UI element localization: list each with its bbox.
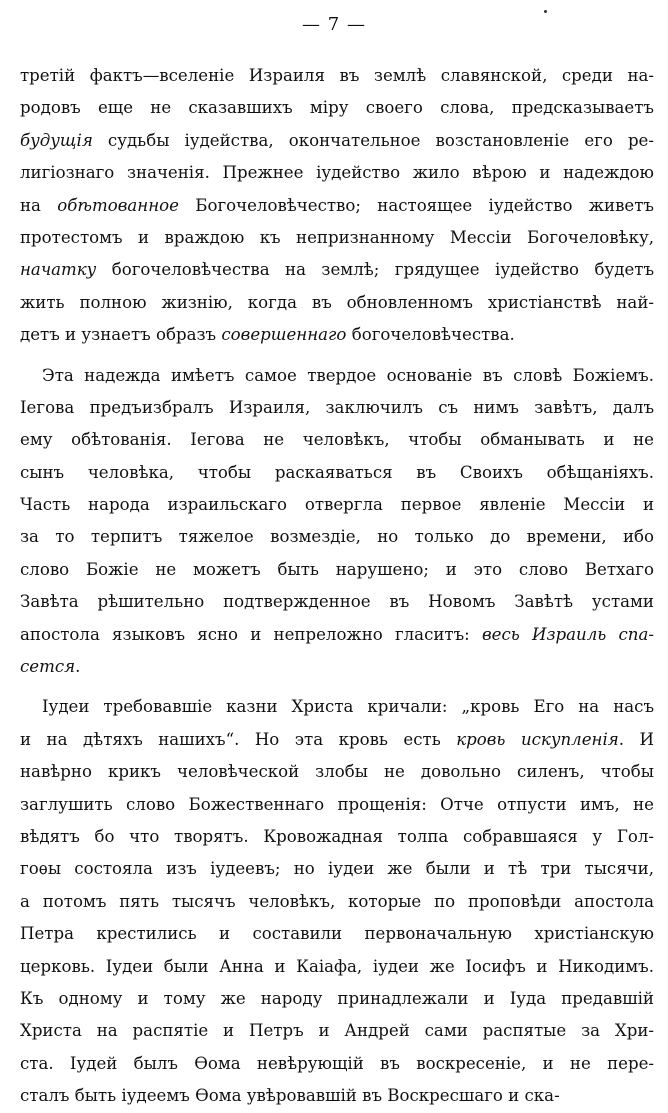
text-line [20, 489, 654, 521]
text-line [20, 424, 654, 456]
text-line [20, 457, 654, 489]
text-run: третій фактъ—вселеніе Израиля въ землѣ славянской, среди на- [20, 66, 654, 85]
text-line [20, 125, 654, 157]
text-line [20, 951, 654, 983]
text-run: и на дѣтяхъ нашихъ“. Но эта кровь есть [20, 729, 457, 749]
text-line [20, 691, 654, 723]
text-line [20, 521, 654, 553]
text-line [20, 586, 654, 618]
text-line [20, 853, 654, 885]
text-run: Христа на распятіе и Петръ и Андрей сами распятые за Хри- [20, 1021, 654, 1041]
text-run: ста. Іудей былъ Ѳома невѣрующій въ воскресеніе, и не пере- [20, 1053, 654, 1073]
text-run: Эта надежда имѣетъ самое твердое основаніе въ словѣ Божіемъ. [42, 365, 654, 385]
italic-text: совершеннаго [221, 325, 347, 345]
text-run: слово Божіе не можетъ быть нарушено; и это слово Ветхаго [20, 559, 654, 579]
text-run: Къ одному и тому же народу принадлежали и Іуда предавшій [20, 988, 654, 1008]
text-line [20, 821, 654, 853]
text-run: заглушить слово Божественнаго прощенія: Отче отпусти имъ, не [20, 794, 654, 814]
text-line [20, 222, 654, 254]
text-run: ему обѣтованія. Іегова не человѣкъ, чтобы обманывать и не [20, 430, 654, 450]
text-line [20, 789, 654, 821]
text-run: навѣрно крикъ человѣческой злобы не довольно силенъ, чтобы [20, 762, 654, 782]
text-line [20, 287, 654, 319]
text-line [20, 92, 654, 124]
text-run: . И [618, 729, 654, 749]
text-run: церковь. Іудеи были Анна и Каіафа, іудеи же Іосифъ и Никодимъ. [20, 956, 654, 976]
text-run: Завѣта рѣшительно подтвержденное въ Новомъ Завѣтѣ устами [20, 592, 654, 612]
paragraph [20, 691, 654, 1112]
text-line [20, 392, 654, 424]
italic-text: весь Израиль спа- [481, 624, 654, 644]
paragraph [20, 360, 654, 684]
text-run: лигіознаго значенія. Прежнее іудейство жило вѣрою и надеждою [20, 163, 654, 183]
text-run: а потомъ пять тысячъ человѣкъ, которые по проповѣди апостола [20, 891, 654, 911]
text-run: сталъ быть іудеемъ Ѳома увѣровавшій въ Воскресшаго и ска- [20, 1086, 560, 1106]
text-run: вѣдятъ бо что творятъ. Кровожадная толпа собравшаяся у Гол- [20, 826, 654, 846]
italic-text: сется [20, 657, 76, 677]
text-run: жить полною жизнію, когда въ обновленномъ христіанствѣ най- [20, 292, 654, 312]
paragraph [20, 60, 654, 352]
text-line [20, 554, 654, 586]
text-line [20, 360, 654, 392]
text-line [20, 886, 654, 918]
text-line [20, 651, 654, 683]
text-line [20, 60, 654, 92]
text-line [20, 319, 654, 351]
text-line [20, 1080, 654, 1112]
text-run: гоѳы состояла изъ іудеевъ; но іудеи же были и тѣ три тысячи, [20, 859, 654, 879]
italic-text: будущія [20, 130, 93, 150]
text-run: Богочеловѣчество; настоящее іудейство живетъ [178, 195, 654, 215]
paragraph-gap [20, 352, 654, 360]
paragraph-gap [20, 683, 654, 691]
text-run: Часть народа израильскаго отвергла первое явленіе Мессіи и [20, 495, 654, 515]
print-speck [544, 10, 547, 13]
text-line [20, 619, 654, 651]
text-line [20, 190, 654, 222]
text-line [20, 756, 654, 788]
text-line [20, 724, 654, 756]
page-number: — 7 — [302, 14, 366, 35]
italic-text: кровь искупленія [456, 729, 619, 749]
text-line [20, 254, 654, 286]
text-run: родовъ еще не сказавшихъ міру своего слова, предсказываетъ [20, 98, 654, 118]
text-line [20, 1015, 654, 1047]
text-run: богочеловѣчества на землѣ; грядущее іудейство будетъ [96, 260, 654, 280]
text-run: . [75, 657, 81, 677]
body-text [20, 60, 654, 1113]
text-run: сынъ человѣка, чтобы раскаяваться въ Своихъ обѣщаніяхъ. [20, 462, 654, 482]
text-run: на [20, 195, 58, 215]
text-run: Петра крестились и составили первоначальную христіанскую [20, 924, 654, 944]
text-line [20, 157, 654, 189]
text-line [20, 983, 654, 1015]
italic-text: начатку [20, 260, 97, 280]
text-line [20, 1048, 654, 1080]
italic-text: обѣтованное [57, 195, 179, 215]
text-run: протестомъ и враждою къ непризнанному Мессіи Богочеловѣку, [20, 227, 654, 247]
text-run: за то терпитъ тяжелое возмездіе, но только до времени, ибо [20, 527, 654, 547]
text-run: судьбы іудейства, окончательное возстановленіе его ре- [92, 130, 654, 150]
text-run: богочеловѣчества. [346, 325, 515, 345]
text-line [20, 918, 654, 950]
text-run: Іегова предъизбралъ Израиля, заключилъ съ нимъ завѣтъ, далъ [20, 397, 654, 417]
text-run: Іудеи требовавшіе казни Христа кричали: „кровь Его на насъ [42, 697, 654, 717]
text-run: детъ и узнаетъ образъ [20, 325, 222, 345]
text-run: апостола языковъ ясно и непреложно гласитъ: [20, 624, 482, 644]
